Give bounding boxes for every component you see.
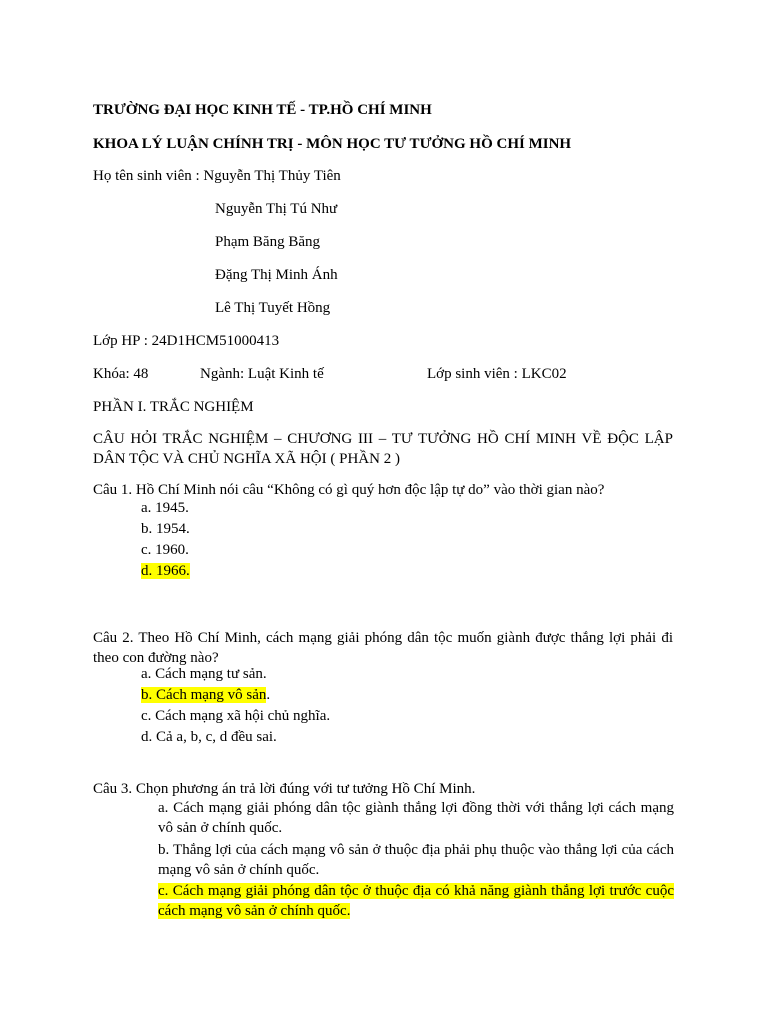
question-2-text: Câu 2. Theo Hồ Chí Minh, cách mạng giải phóng dân tộc muốn giành được thắng lợi phải đi theo con đường nào?	[93, 630, 673, 666]
student-name: Nguyễn Thị Tú Như	[215, 201, 338, 217]
question-1-option-d-answer	[141, 561, 190, 581]
question-2-option-a: a. Cách mạng tư sản.	[141, 666, 267, 682]
faculty-heading: KHOA LÝ LUẬN CHÍNH TRỊ - MÔN HỌC TƯ TƯỞNG HỒ CHÍ MINH	[93, 136, 572, 152]
question-3-text: Câu 3. Chọn phương án trả lời đúng với tư tưởng Hồ Chí Minh.	[93, 781, 476, 797]
student-row-1	[93, 166, 341, 186]
question-3-option-b: b. Thắng lợi của cách mạng vô sản ở thuộc địa phải phụ thuộc vào thắng lợi của cách mạng vô sản ở chính quốc.	[158, 842, 674, 878]
question-1-text: Câu 1. Hồ Chí Minh nói câu “Không có gì quý hơn độc lập tự do” vào thời gian nào?	[93, 482, 605, 498]
answer-highlight: d. 1966.	[141, 563, 190, 579]
class-code: Lớp HP : 24D1HCM51000413	[93, 333, 280, 349]
student-name: Phạm Băng Băng	[215, 234, 320, 250]
answer-highlight: b. Cách mạng vô sản	[141, 687, 267, 703]
answer-highlight: c. Cách mạng giải phóng dân tộc ở thuộc địa có khả năng giành thắng lợi trước cuộc cách mạng vô sản ở chính quốc.	[158, 883, 674, 919]
question-3-option-a: a. Cách mạng giải phóng dân tộc giành thắng lợi đồng thời với thắng lợi cách mạng vô sản ở chính quốc.	[158, 800, 674, 836]
section-title: CÂU HỎI TRẮC NGHIỆM – CHƯƠNG III – TƯ TƯỞNG HỒ CHÍ MINH VỀ ĐỘC LẬP DÂN TỘC VÀ CHỦ NGHĨA XÃ HỘI ( PHẦN 2 )	[93, 431, 673, 467]
question-2-option-b-answer: b. Cách mạng vô sản.	[141, 687, 271, 703]
question-1-option-a: a. 1945.	[141, 500, 189, 516]
university-heading: TRƯỜNG ĐẠI HỌC KINH TẾ - TP.HỒ CHÍ MINH	[93, 102, 432, 118]
major: Ngành: Luật Kinh tế	[200, 366, 324, 382]
question-1-option-b: b. 1954.	[141, 521, 190, 537]
part-heading: PHẦN I. TRẮC NGHIỆM	[93, 399, 254, 415]
question-2-option-d: d. Cả a, b, c, d đều sai.	[141, 729, 277, 745]
question-2-option-c: c. Cách mạng xã hội chủ nghĩa.	[141, 708, 331, 724]
students-label: Họ tên sinh viên :	[93, 168, 204, 184]
student-name: Nguyễn Thị Thủy Tiên	[203, 168, 341, 184]
question-1-option-c: c. 1960.	[141, 542, 189, 558]
question-3-option-c-answer	[158, 881, 674, 921]
student-name: Lê Thị Tuyết Hồng	[215, 300, 331, 316]
cohort: Khóa: 48	[93, 366, 149, 382]
student-name: Đặng Thị Minh Ánh	[215, 267, 338, 283]
student-class: Lớp sinh viên : LKC02	[427, 366, 567, 382]
